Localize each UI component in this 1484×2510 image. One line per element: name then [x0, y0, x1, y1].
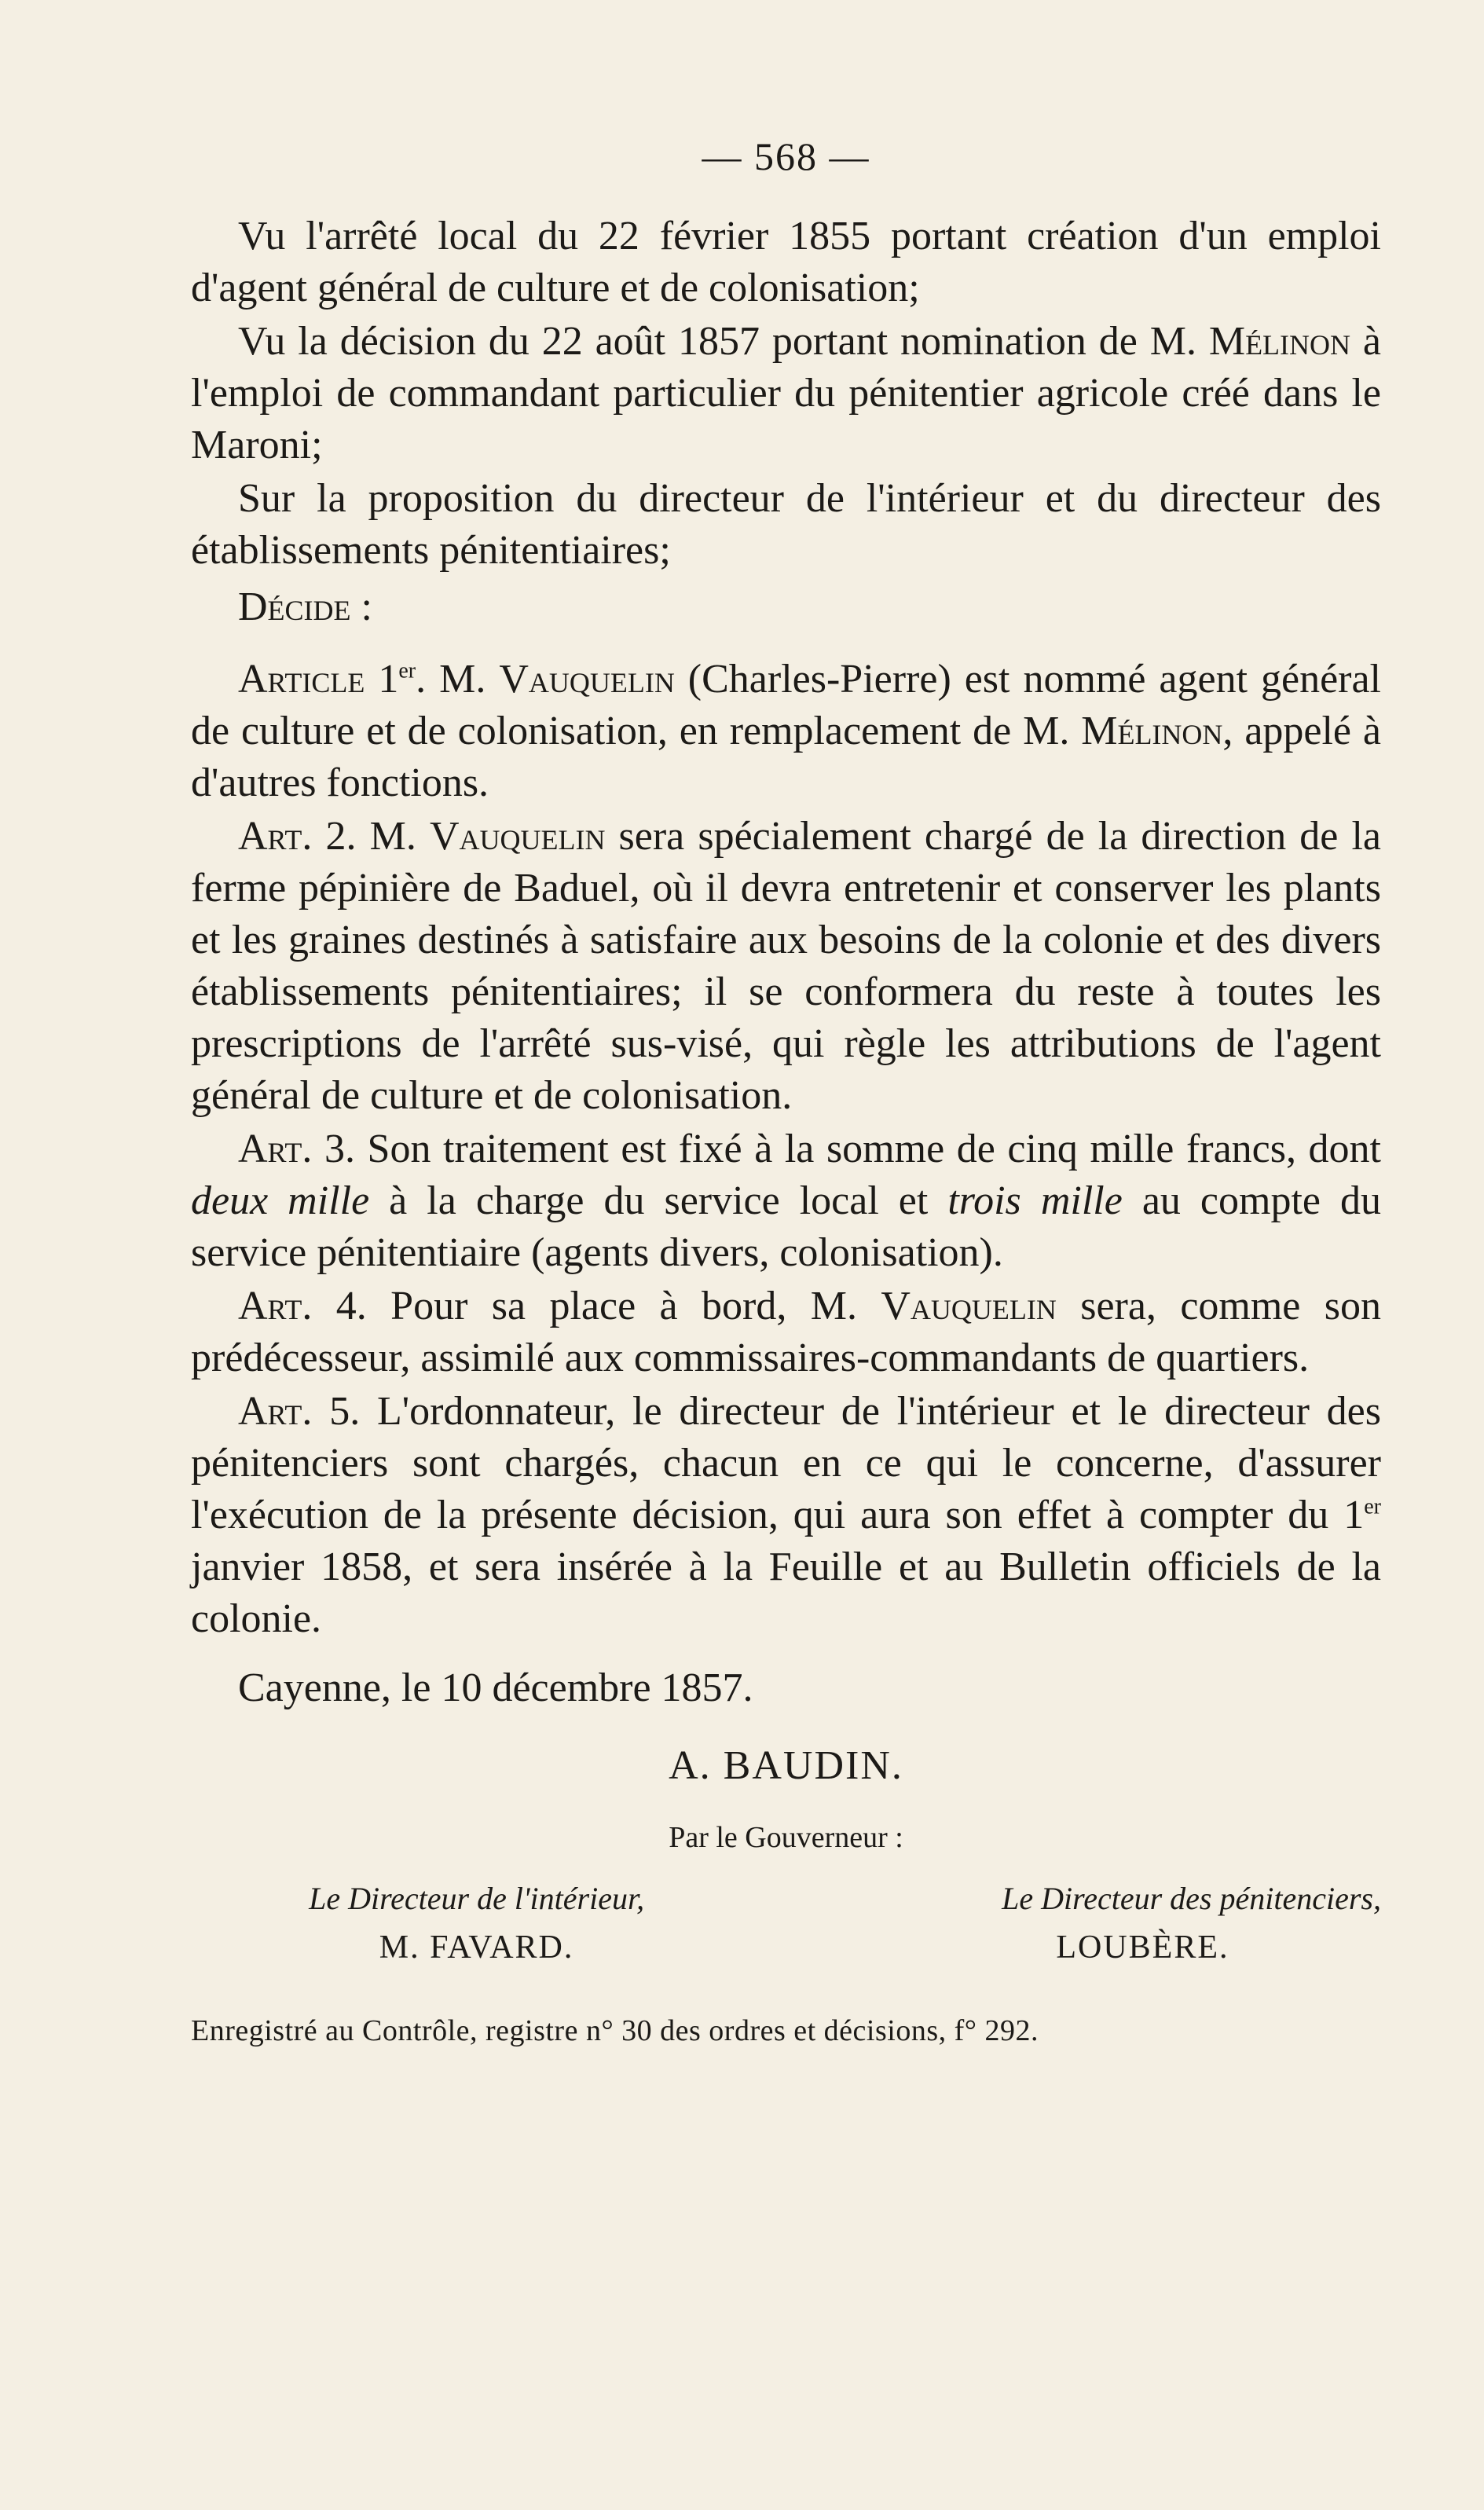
emphasis: trois mille	[947, 1178, 1123, 1223]
emphasis: deux mille	[191, 1178, 370, 1223]
official-name: M. FAVARD.	[379, 1929, 574, 1966]
article-4	[191, 1281, 1381, 1384]
official-name: LOUBÈRE.	[1056, 1929, 1229, 1966]
article-2	[191, 811, 1381, 1122]
ordinal-suffix: er	[1364, 1494, 1381, 1519]
official-interieur	[191, 1878, 762, 1970]
person-name: Mélinon	[1208, 319, 1351, 364]
text-segment: sera spécialement chargé de la direction de la ferme pépinière de Baduel, où il devra entretenir et conserver les plants et les graines destinés à satisfaire aux besoins de la colonie et des divers établissements pénitentiaires; il se conformera du reste à toutes les prescriptions de l'arrêté sus-visé, qui règle les attributions de l'agent général de culture et de colonisation.	[191, 814, 1381, 1118]
text-segment: janvier 1858, et sera insérée à la Feuille et au Bulletin officiels de la colonie.	[191, 1544, 1381, 1641]
text-segment: au compte du service pénitentiaire (agents divers, colonisation).	[191, 1178, 1381, 1275]
text-segment: 2. M.	[312, 814, 430, 859]
person-name: Vauquelin	[499, 657, 675, 702]
text-segment: sera, comme son prédécesseur, assimilé aux commissaires-commandants de quartiers.	[191, 1284, 1381, 1380]
article-label: Art.	[238, 1127, 313, 1171]
text-segment: , appelé à d'autres fonctions.	[191, 709, 1381, 805]
par-le-gouverneur: Par le Gouverneur :	[669, 1821, 903, 1854]
official-penitenciers	[810, 1878, 1381, 1970]
text-segment: 5. L'ordonnateur, le directeur de l'intérieur et le directeur des pénitenciers sont chargés, chacun en ce qui le concerne, d'assurer l'exécution de la présente décision, qui aura son effet à compter du 1	[191, 1389, 1381, 1537]
date-line: Cayenne, le 10 décembre 1857.	[238, 1665, 753, 1710]
article-1	[191, 654, 1381, 809]
text-segment: 4. Pour sa place à bord, M.	[312, 1284, 881, 1328]
person-name: Vauquelin	[881, 1284, 1057, 1328]
text-segment: (Charles-Pierre) est nommé agent général de culture et de colonisation, en remplacement de M.	[191, 657, 1381, 753]
article-label: Art.	[238, 1284, 313, 1328]
governor-signature: A. BAUDIN.	[669, 1743, 903, 1788]
person-name: Vauquelin	[429, 814, 606, 859]
countersignatures	[191, 1878, 1381, 1970]
registration-note: Enregistré au Contrôle, registre n° 30 des ordres et décisions, f° 292.	[191, 2014, 1039, 2047]
considerant-decision	[191, 316, 1381, 471]
text-segment: à l'emploi de commandant particulier du pénitentier agricole créé dans le Maroni;	[191, 319, 1381, 467]
official-title: Le Directeur de l'intérieur,	[309, 1881, 645, 1916]
page-number: — 568 —	[702, 134, 870, 178]
text-segment: 3. Son traitement est fixé à la somme de cinq mille francs, dont	[312, 1127, 1381, 1171]
article-5	[191, 1386, 1381, 1645]
considerant-proposition: Sur la proposition du directeur de l'intérieur et du directeur des établissements pénitentiaires;	[191, 476, 1381, 573]
document-page	[191, 134, 1381, 2048]
considerant-arrete: Vu l'arrêté local du 22 février 1855 portant création d'un emploi d'agent général de culture et de colonisation;	[191, 214, 1381, 310]
text-segment: Vu la décision du 22 août 1857 portant nomination de M.	[238, 319, 1209, 364]
text-segment: . M.	[416, 657, 500, 702]
article-label: Art.	[238, 814, 313, 859]
article-label: Article	[238, 657, 365, 702]
official-title: Le Directeur des pénitenciers,	[1002, 1881, 1381, 1916]
article-3	[191, 1123, 1381, 1279]
decide-heading: Décide :	[238, 584, 372, 629]
person-name: Mélinon	[1081, 709, 1223, 753]
text-segment: à la charge du service local et	[369, 1178, 948, 1223]
article-number: 1	[378, 657, 399, 702]
ordinal-suffix: er	[398, 658, 416, 683]
article-label: Art.	[238, 1389, 313, 1434]
